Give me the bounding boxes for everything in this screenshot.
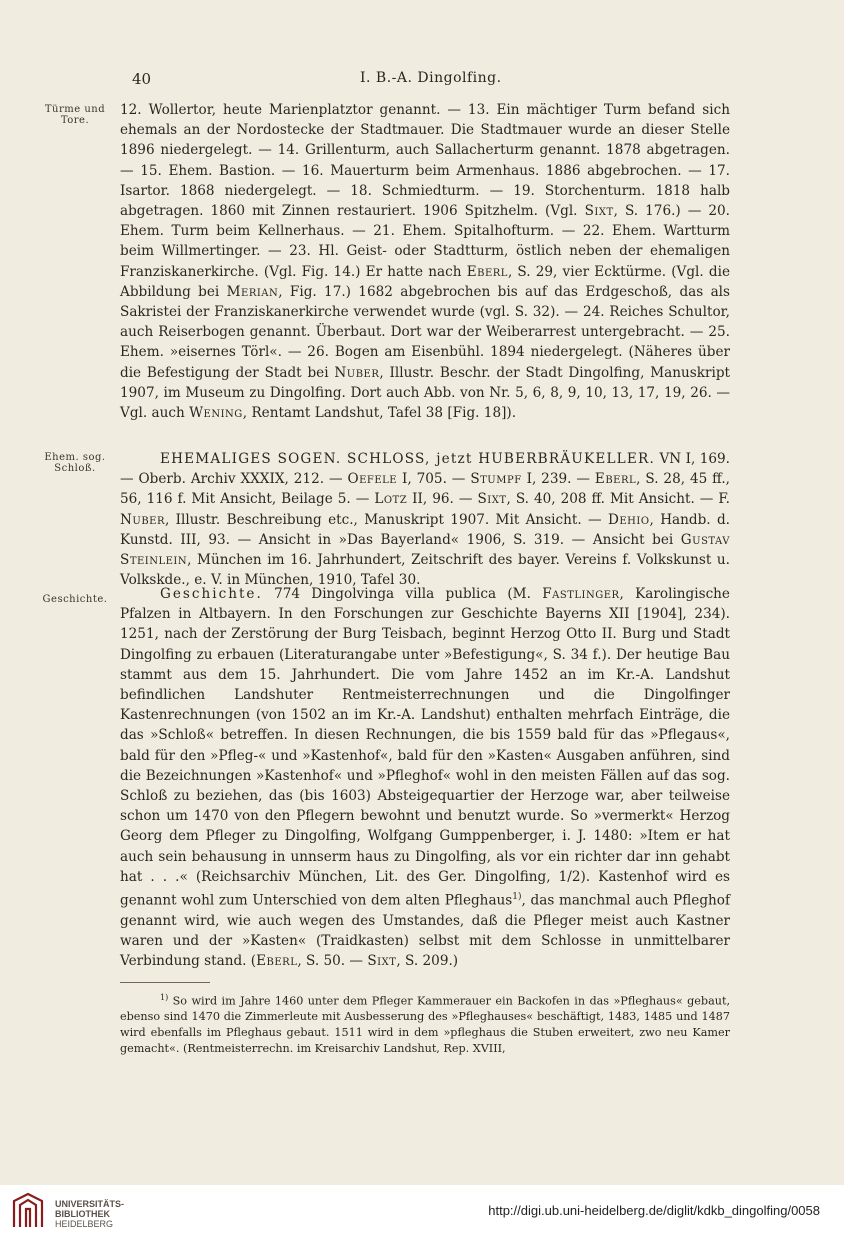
text-run: , S. 28, 45 ff., 56, 116 f. Mit Ansicht, Beilage 5. — [120,471,730,508]
author-eberl: Eberl [256,953,298,970]
text-run: , S. 50. — [297,953,364,970]
margin-note-tuerme: Türme und Tore. [44,104,106,126]
footnote [120,990,730,1056]
text-run: , das manchmal auch Pfleghof genannt wird, wie auch wegen des Umstandes, daß die Pfleger meist auch Kastner waren und der »Kasten« (Traidkasten) selbst mit dem Schlosse in unmittelbarer Verbindung stand. ( [120,892,730,970]
logo-line: BIBLIOTHEK [55,1209,110,1219]
text-run: I, 239. — [526,471,590,488]
library-emblem-icon [10,1191,46,1231]
viewer-footer [0,1185,844,1241]
text-run: 12. Wollertor, heute Marienplatztor genannt. — 13. Ein mächtiger Turm befand sich ehemals an der Nordostecke der Stadtmauer. Die Stadtmauer wurde an dieser Stelle 1896 niedergelegt. — 14. Grillenturm, auch Sallacherturm genannt. 1878 abgetragen. — 15. Ehem. Bastion. — 16. Mauerturm beim Armenhaus. 1886 abgebrochen. — 17. Isartor. 1868 niedergelegt. — 18. Schmiedturm. — 19. Storchenturm. 1818 halb abgetragen. 1860 mit Zinnen restauriert. 1906 Spitzhelm. (Vgl. [120,102,730,220]
author-eberl: Eberl [466,263,508,280]
paragraph-geschichte [120,584,730,971]
text-run: , Rentamt Landshut, Tafel 38 [Fig. 18]). [242,405,517,422]
author-fastlinger: Fastlinger [542,586,620,602]
author-nuber: Nuber [120,511,165,528]
text-run: II, 96. — [412,491,473,508]
text-run: , München im 16. Jahrhundert, Zeitschrift des bayer. Vereins f. Volkskunst u. Volkskde., e. V. in München, 1910, Tafel 30. [120,552,730,589]
footnote-marker: 1) [160,993,169,1002]
footnote-divider [120,982,210,983]
paragraph-towers [120,100,730,423]
author-sixt: Sixt [477,491,507,508]
author-stumpf: Stumpf [470,471,522,488]
author-nuber: Nuber [334,364,380,381]
author-eberl: Eberl [594,471,637,488]
author-steinlein: Gustav Steinlein [120,531,731,569]
permalink-url[interactable]: http://digi.ub.uni-heidelberg.de/diglit/kdkb_dingolfing/0058 [488,1203,820,1218]
section-heading-geschichte: Geschichte. [160,586,263,602]
text-run: , S. 29, vier Ecktürme. (Vgl. die Abbildung bei [120,263,730,300]
footnote-text: So wird im Jahre 1460 unter dem Pfleger Kammerauer ein Backofen in das »Pfleghaus« gebaut, ebenso sind 1470 die Zimmerleute mit Ausbesserung des »Pfleghauses« beschäftigt, 1483, 1485 und 1487 wird ebenfalls im Pfleghaus gebaut. 1511 wird in dem »pfleghaus die Stuben erweitert, zwo neu Kamer gemacht«. (Rentmeisterrechn. im Kreisarchiv Landshut, Rep. XVIII, [120,994,731,1055]
library-logo[interactable] [10,1191,230,1235]
author-merian: Merian [226,283,279,300]
paragraph-schloss [120,449,730,590]
logo-line: HEIDELBERG [55,1219,114,1229]
text-run: , Handb. d. Kunstd. III, 93. — Ansicht in »Das Bayerland« 1906, S. 319. — Ansicht bei [120,511,730,548]
text-run: , S. 209.) [396,953,459,970]
page-header [0,70,844,92]
text-run: , Fig. 17.) 1682 abgebrochen bis auf das Erdgeschoß, das als Sakristei der Franziskanerkirche verwendet wurde (vgl. S. 32). — 24. Reiches Schultor, auch Reiserbogen genannt. Überbaut. Dort war der Weiberarrest untergebracht. — 25. Ehem. »eisernes Törl«. — 26. Bogen am Eisenbühl. 1894 niedergelegt. (Näheres über die Befestigung der Stadt bei [120,283,730,381]
margin-note-geschichte: Geschichte. [42,594,108,605]
author-wening: Wening [189,405,243,422]
text-run: , Illustr. Beschr. der Stadt Dingolfing, Manuskript 1907, im Museum zu Dingolfing. Dort auch Abb. von Nr. 5, 6, 8, 9, 10, 13, 17, 19, 26. — Vgl. auch [120,364,730,422]
margin-note-schloss: Ehem. sog. Schloß. [44,452,106,474]
page-number: 40 [132,70,152,88]
author-sixt: Sixt [584,203,614,220]
text-run: , Karolingische Pfalzen in Altbayern. In den Forschungen zur Geschichte Bayerns XII [1904], 234). 1251, nach der Zerstörung der Burg Teisbach, beginnt Herzog Otto II. Burg und Stadt Dingolfing zu erbauen (Literaturangabe unter »Befestigung«, S. 34 f.). Der heutige Bau stammt aus dem 15. Jahrhundert. Die vom Jahre 1452 an im Kr.-A. Landshut befindlichen Landshuter Rentmeisterrechnungen und die Dingolfinger Kastenrechnungen (von 1502 an im Kr.-A. Landshut) enthalten mehrfach Einträge, die das »Schloß« betreffen. In diesen Rechnungen, die bis 1559 bald für das »Pflegaus«, bald für den »Pfleg-« und »Kastenhof«, bald für den »Kasten« Ausgaben anführen, sind die Bezeichnungen »Kastenhof« und »Pfleghof« wohl in den meisten Fällen auf das sog. Schloß zu beziehen, das (bis 1603) Absteigequartier der Herzoge war, aber teilweise schon um 1470 von den Pflegern bewohnt und benutzt wurde. So »vermerkt« Herzog Georg dem Pfleger zu Dingolfing, Wolfgang Gumppenberger, i. J. 1480: »Item er hat auch sein behausung in unnserm haus zu Dingolfing, als vor ein richter dar inn gehabt hat . . .« (Reichsarchiv München, Lit. des Ger. Dingolfing, 1/2). Kastenhof wird es genannt wohl zum Unterschied von dem alten Pfleghaus [120,586,730,909]
text-run: 774 Dingolvinga villa publica (M. [274,586,531,602]
author-oefele: Oefele [347,471,398,488]
text-run: VN I, 169. — Oberb. Archiv XXXIX, 212. — [120,451,730,488]
text-run: , S. 40, 208 ff. Mit Ansicht. — F. [506,491,730,508]
logo-line: UNIVERSITÄTS- [55,1199,125,1209]
library-name [55,1199,124,1229]
footnote-reference[interactable]: 1) [512,892,522,903]
author-dehio: Dehio [607,511,650,528]
text-run: I, 705. — [402,471,466,488]
author-sixt: Sixt [367,953,397,970]
running-title: I. B.-A. Dingolfing. [360,70,502,86]
text-run: , S. 176.) — 20. Ehem. Turm beim Kellnerhaus. — 21. Ehem. Spitalhofturm. — 22. Ehem. Wartturm beim Willmertinger. — 23. Hl. Geist- oder Stadtturm, östlich neben der ehemaligen Franziskanerkirche. (Vgl. Fig. 14.) Er hatte nach [120,203,731,280]
author-lotz: Lotz [374,491,408,508]
section-heading-schloss: EHEMALIGES SOGEN. SCHLOSS, jetzt HUBERBRÄUKELLER. [160,451,655,467]
text-run: , Illustr. Beschreibung etc., Manuskript 1907. Mit Ansicht. — [165,511,602,528]
